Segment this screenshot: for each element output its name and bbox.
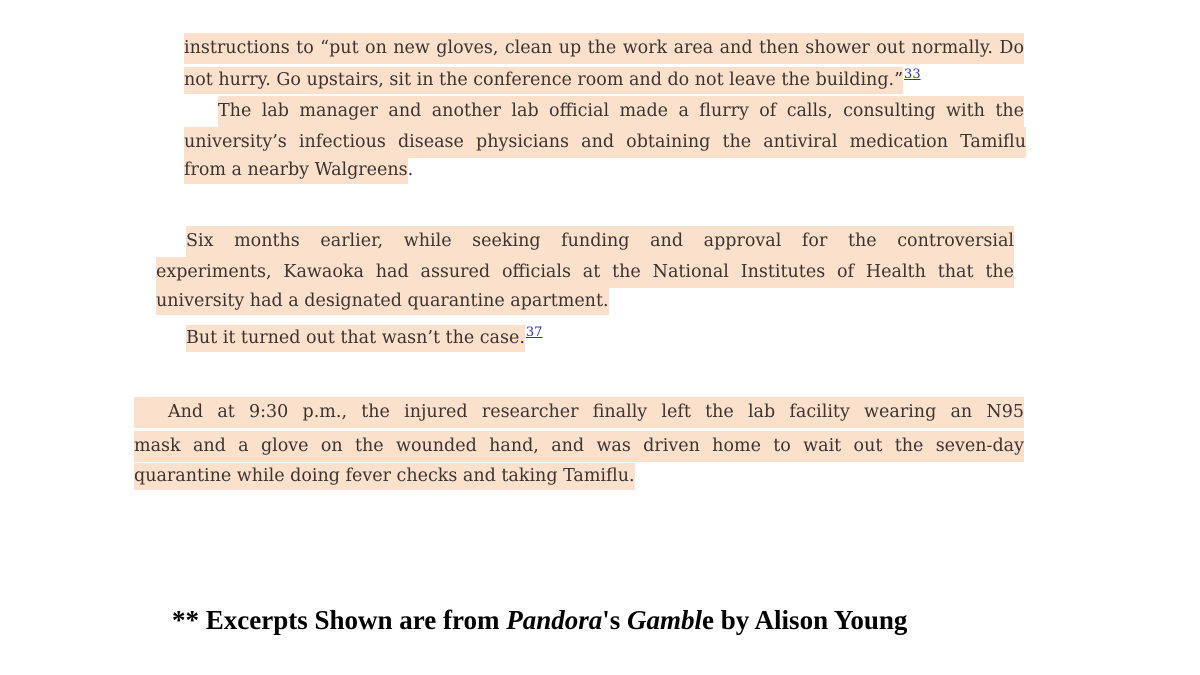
excerpt-3-line-1: And at 9:30 p.m., the injured researcher finally left the lab facility wearing an N95	[134, 397, 1024, 428]
excerpt-3-line-3: quarantine while doing fever checks and taking Tamiflu.	[134, 464, 635, 488]
excerpt-2-line-3: university had a designated quarantine apartment.	[156, 289, 609, 313]
excerpt-1-line-1: instructions to “put on new gloves, clean up the work area and then shower out normally. Do	[184, 33, 1024, 64]
excerpt-3-line-2: mask and a glove on the wounded hand, and was driven home to wait out the seven-day	[134, 431, 1024, 462]
excerpt-1-line-5: from a nearby Walgreens.	[184, 158, 413, 182]
excerpt-1-line-3: The lab manager and another lab official made a flurry of calls, consulting with the	[218, 96, 1024, 127]
excerpt-1-line-2: not hurry. Go upstairs, sit in the conference room and do not leave the building.”$^{33}$	[184, 63, 921, 92]
book-title-part-1: Pandora	[506, 605, 603, 635]
footnote-link-33[interactable]: 33	[904, 67, 921, 82]
excerpt-2-line-2: experiments, Kawaoka had assured officials at the National Institutes of Health that the	[156, 257, 1014, 288]
excerpt-1-line-4: university’s infectious disease physicians and obtaining the antiviral medication Tamiflu	[184, 127, 1026, 158]
book-title-part-2: Gambl	[627, 605, 703, 635]
source-caption: ** Excerpts Shown are from Pandora's Gamble by Alison Young	[172, 605, 908, 635]
excerpt-2-line-1: Six months earlier, while seeking funding and approval for the controversial	[186, 226, 1014, 257]
excerpt-2-line-4: But it turned out that wasn’t the case.$^{37}$	[186, 321, 542, 350]
footnote-link-37[interactable]: 37	[525, 325, 543, 340]
